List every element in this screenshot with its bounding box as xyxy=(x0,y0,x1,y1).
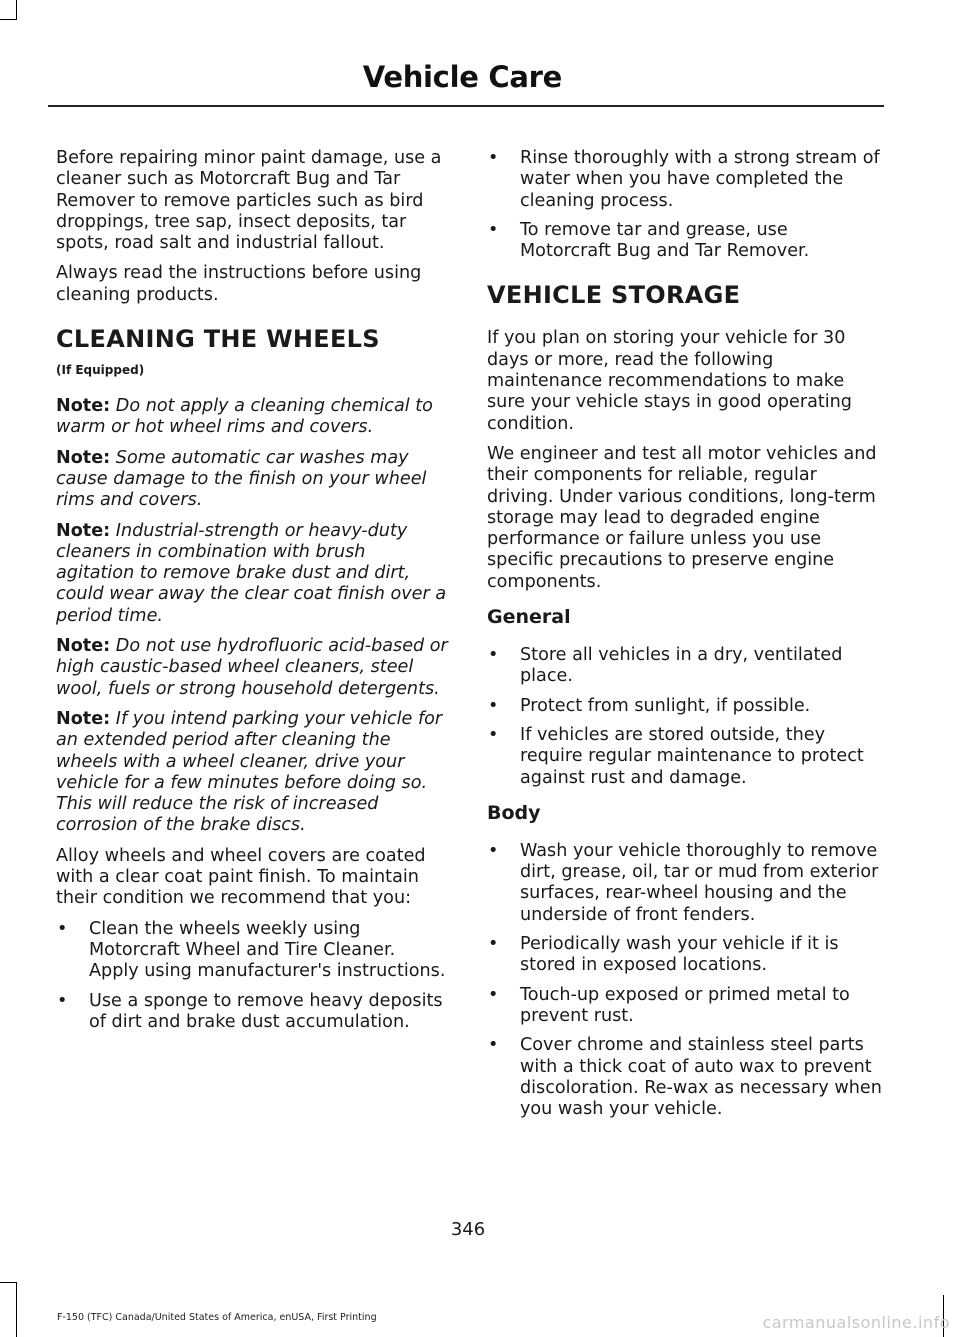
storage-paragraph: We engineer and test all motor vehicles and their components for reliable, regular driving. Under various conditions, long-term storage may lead to degraded engine performance or failure unless you use specific precautions to preserve engine components. xyxy=(487,443,877,592)
list-item: • Use a sponge to remove heavy deposits of dirt and brake dust accumulation. xyxy=(56,991,448,1034)
watermark: carmanualsonline.info xyxy=(762,1313,950,1332)
note-text: Do not use hydrofluoric acid-based or high caustic-based wheel cleaners, steel wool, fuels or strong household detergents. xyxy=(56,636,448,699)
note xyxy=(56,448,448,512)
note-text: Some automatic car washes may cause damage to the finish on your wheel rims and covers. xyxy=(56,447,427,511)
subheading-body: Body xyxy=(487,801,541,824)
body-list xyxy=(487,841,883,1121)
list-item: • Wash your vehicle thoroughly to remove dirt, grease, oil, tar or mud from exterior surfaces, rear-wheel housing and the underside of front fenders. xyxy=(487,841,883,926)
intro-paragraph: Before repairing minor paint damage, use a cleaner such as Motorcraft Bug and Tar Remover to remove particles such as bird droppings, tree sap, insect deposits, tar spots, road salt and industrial fallout. xyxy=(56,148,442,254)
page-number: 346 xyxy=(450,1219,486,1240)
note-text: Industrial-strength or heavy-duty cleaners in combination with brush agitation to remove brake dust and dirt, could wear away the clear coat finish over a period time. xyxy=(56,520,447,626)
note xyxy=(56,636,448,700)
list-item: • Rinse thoroughly with a strong stream of water when you have completed the cleaning process. xyxy=(487,148,883,212)
page-title: Vehicle Care xyxy=(362,60,562,94)
rinse-list xyxy=(487,148,883,262)
alloy-paragraph: Alloy wheels and wheel covers are coated with a clear coat paint finish. To maintain their condition we recommend that you: xyxy=(56,845,426,909)
left-column xyxy=(56,148,448,1041)
note-label: Note: xyxy=(56,636,111,657)
right-column xyxy=(487,148,883,1128)
crop-mark-top-left-h xyxy=(0,19,17,20)
note-text: If you intend parking your vehicle for an extended period after cleaning the wheels with a wheel cleaner, drive your vehicle for a few minutes before doing so. This will reduce the risk of increased corrosion of the brake discs. xyxy=(56,708,443,836)
list-item: • Periodically wash your vehicle if it is stored in exposed locations. xyxy=(487,934,883,977)
list-item: • Clean the wheels weekly using Motorcraft Wheel and Tire Cleaner. Apply using manufacturer's instructions. xyxy=(56,919,448,983)
list-item: • Touch-up exposed or primed metal to prevent rust. xyxy=(487,985,883,1028)
section-heading-cleaning-wheels xyxy=(56,324,448,378)
crop-mark-bottom-left-h xyxy=(0,1282,17,1283)
note-label: Note: xyxy=(56,447,111,468)
crop-mark-top-left xyxy=(16,0,17,20)
note-label: Note: xyxy=(56,708,111,729)
heading-suffix: (If Equipped) xyxy=(56,363,145,378)
note-label: Note: xyxy=(56,520,111,541)
heading-text: CLEANING THE WHEELS xyxy=(56,325,380,354)
list-item: • If vehicles are stored outside, they require regular maintenance to protect against rust and damage. xyxy=(487,725,883,789)
list-item: • To remove tar and grease, use Motorcraft Bug and Tar Remover. xyxy=(487,220,883,263)
note-text: Do not apply a cleaning chemical to warm or hot wheel rims and covers. xyxy=(56,396,433,438)
list-item: • Cover chrome and stainless steel parts with a thick coat of auto wax to prevent discoloration. Re-wax as necessary when you wash your vehicle. xyxy=(487,1035,883,1120)
wheel-care-list xyxy=(56,919,448,1033)
header-rule xyxy=(48,105,884,107)
crop-mark-bottom-left xyxy=(16,1282,17,1337)
note xyxy=(56,709,448,837)
note xyxy=(56,396,448,439)
section-heading-vehicle-storage: VEHICLE STORAGE xyxy=(487,281,741,310)
storage-paragraph: If you plan on storing your vehicle for 30 days or more, read the following maintenance recommendations to make sure your vehicle stays in good operating condition. xyxy=(487,328,852,434)
note xyxy=(56,521,448,627)
subheading-general: General xyxy=(487,606,571,629)
list-item: • Store all vehicles in a dry, ventilated place. xyxy=(487,645,883,688)
list-item: • Protect from sunlight, if possible. xyxy=(487,696,883,717)
general-list xyxy=(487,645,883,789)
note-label: Note: xyxy=(56,396,111,417)
footer-text: F-150 (TFC) Canada/United States of America, enUSA, First Printing xyxy=(57,1312,377,1323)
intro-paragraph: Always read the instructions before using cleaning products. xyxy=(56,263,422,305)
